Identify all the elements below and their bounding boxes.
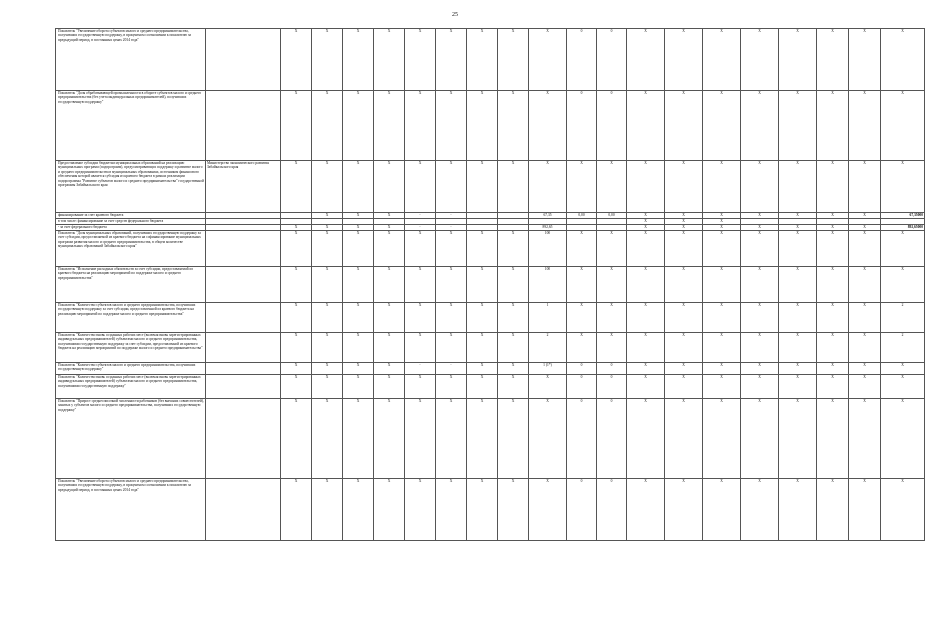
table-cell: X bbox=[703, 399, 741, 479]
table-cell: X bbox=[374, 363, 405, 375]
table-cell: X bbox=[498, 267, 529, 303]
table-cell: X bbox=[405, 231, 436, 267]
table-cell: X bbox=[436, 29, 467, 91]
row-executor bbox=[206, 91, 281, 161]
table-cell: X bbox=[467, 231, 498, 267]
table-cell: X bbox=[779, 399, 817, 479]
table-cell: X bbox=[312, 91, 343, 161]
table-cell: X bbox=[498, 363, 529, 375]
table-cell: X bbox=[627, 479, 665, 541]
table-cell: 1 (1*) bbox=[529, 363, 567, 375]
table-cell: X bbox=[881, 29, 925, 91]
table-cell: X bbox=[343, 91, 374, 161]
table-cell: X bbox=[374, 231, 405, 267]
table-cell: X bbox=[703, 479, 741, 541]
table-cell: X bbox=[741, 333, 779, 363]
table-cell: X bbox=[374, 161, 405, 213]
row-description: Показатель "Количество вновь созданных рабочих мест (включая вновь зарегистрированных индивидуальных предпринимателей) субъектами малого и среднего предпринимательства, получившими государственную поддержку за счет субсидии, предоставленной из краевого бюджета на реализацию мероприятий по поддержке малого и среднего предпринимательства" bbox=[56, 333, 206, 363]
table-cell: X bbox=[467, 363, 498, 375]
table-cell: X bbox=[665, 161, 703, 213]
row-description: Показатель "Количество субъектов малого и среднего предпринимательства, получивших государственную поддержку за счет субсидии, предоставленной из краевого бюджета на реализацию мероприятий по поддержке малого и среднего предпринимательства" bbox=[56, 303, 206, 333]
table-cell: X bbox=[779, 29, 817, 91]
table-cell: X bbox=[597, 161, 627, 213]
table-cell: X bbox=[849, 375, 881, 399]
row-executor bbox=[206, 479, 281, 541]
table-cell: X bbox=[281, 225, 312, 231]
page-number: 25 bbox=[452, 12, 458, 18]
row-description: Показатель "Увеличение оборота субъектов малого и среднего предпринимательства, получивших государственную поддержку, в процентном соотношении к показателю за предыдущий период, в постоянных ценах 2014 года" bbox=[56, 479, 206, 541]
table-cell: X bbox=[467, 29, 498, 91]
table-cell: X bbox=[498, 399, 529, 479]
table-cell: X bbox=[817, 399, 849, 479]
table-cell: X bbox=[817, 333, 849, 363]
table-cell: - bbox=[436, 225, 467, 231]
table-row bbox=[56, 161, 925, 213]
table-cell: X bbox=[312, 303, 343, 333]
table-cell: X bbox=[779, 333, 817, 363]
table-cell: X bbox=[567, 231, 597, 267]
table-cell: X bbox=[703, 213, 741, 219]
table-cell: 0,00 bbox=[597, 213, 627, 219]
table-cell: X bbox=[627, 219, 665, 225]
row-executor bbox=[206, 363, 281, 375]
table-cell: 67,35000 bbox=[881, 213, 925, 219]
table-cell: X bbox=[467, 333, 498, 363]
table-cell: X bbox=[405, 303, 436, 333]
table-cell: X bbox=[741, 91, 779, 161]
table-cell: X bbox=[597, 231, 627, 267]
table-cell: X bbox=[741, 231, 779, 267]
table-cell: 100 bbox=[529, 231, 567, 267]
table-row bbox=[56, 363, 925, 375]
table-cell: X bbox=[597, 267, 627, 303]
table-cell: X bbox=[779, 363, 817, 375]
table-cell: X bbox=[703, 363, 741, 375]
table-row bbox=[56, 399, 925, 479]
table-cell: X bbox=[374, 375, 405, 399]
table-cell: X bbox=[881, 479, 925, 541]
table-cell: X bbox=[467, 91, 498, 161]
table-cell: X bbox=[374, 29, 405, 91]
table-cell: X bbox=[374, 213, 405, 219]
table-cell: X bbox=[312, 29, 343, 91]
row-executor bbox=[206, 399, 281, 479]
table-cell: 2 bbox=[529, 333, 567, 363]
table-cell: X bbox=[849, 91, 881, 161]
table-cell: X bbox=[849, 213, 881, 219]
table-cell: X bbox=[703, 375, 741, 399]
table-cell: X bbox=[374, 303, 405, 333]
table-cell: X bbox=[741, 267, 779, 303]
table-cell: X bbox=[436, 231, 467, 267]
table-cell: X bbox=[849, 479, 881, 541]
table-cell: X bbox=[405, 375, 436, 399]
table-cell: X bbox=[467, 479, 498, 541]
table-cell: X bbox=[343, 213, 374, 219]
table-cell: X bbox=[627, 399, 665, 479]
table-cell: X bbox=[817, 303, 849, 333]
table-cell: X bbox=[817, 29, 849, 91]
table-cell: X bbox=[665, 303, 703, 333]
table-cell: X bbox=[849, 231, 881, 267]
table-cell: 0 bbox=[597, 375, 627, 399]
row-executor bbox=[206, 231, 281, 267]
table-cell: X bbox=[312, 267, 343, 303]
table-cell: 0 bbox=[597, 479, 627, 541]
table-cell: X bbox=[281, 91, 312, 161]
table-cell: X bbox=[627, 213, 665, 219]
table-row bbox=[56, 333, 925, 363]
table-cell: X bbox=[374, 267, 405, 303]
table-cell: X bbox=[498, 479, 529, 541]
table-cell: X bbox=[665, 375, 703, 399]
row-executor: Министерство экономического развития Забайкальского края bbox=[206, 161, 281, 213]
table-cell: X bbox=[703, 91, 741, 161]
row-executor bbox=[206, 303, 281, 333]
table-cell: X bbox=[817, 91, 849, 161]
table-cell: X bbox=[881, 91, 925, 161]
table-cell: X bbox=[627, 161, 665, 213]
table-cell: X bbox=[817, 225, 849, 231]
table-cell: X bbox=[665, 399, 703, 479]
table-cell: X bbox=[627, 333, 665, 363]
table-cell: X bbox=[779, 375, 817, 399]
table-cell: X bbox=[312, 161, 343, 213]
table-cell: X bbox=[779, 161, 817, 213]
table-cell: 0 bbox=[597, 399, 627, 479]
table-cell: 0 bbox=[567, 375, 597, 399]
table-cell: X bbox=[343, 161, 374, 213]
table-cell: 892,65 bbox=[529, 225, 567, 231]
table-cell: X bbox=[703, 225, 741, 231]
table-cell: X bbox=[312, 225, 343, 231]
table-cell: X bbox=[627, 363, 665, 375]
table-cell: X bbox=[817, 161, 849, 213]
table-cell: X bbox=[881, 363, 925, 375]
table-cell: X bbox=[467, 161, 498, 213]
table-cell: X bbox=[817, 479, 849, 541]
row-executor bbox=[206, 267, 281, 303]
table-cell: X bbox=[665, 479, 703, 541]
table-cell: X bbox=[703, 303, 741, 333]
table-cell: X bbox=[741, 375, 779, 399]
table-cell: X bbox=[849, 225, 881, 231]
table-cell: X bbox=[529, 91, 567, 161]
table-row bbox=[56, 375, 925, 399]
table-cell: X bbox=[881, 161, 925, 213]
row-executor bbox=[206, 375, 281, 399]
table-cell: X bbox=[312, 363, 343, 375]
table-cell: X bbox=[436, 333, 467, 363]
table-cell: 0 bbox=[567, 363, 597, 375]
table-cell: X bbox=[281, 29, 312, 91]
table-cell: X bbox=[703, 333, 741, 363]
table-cell: X bbox=[374, 225, 405, 231]
table-cell: X bbox=[665, 231, 703, 267]
table-cell: X bbox=[312, 333, 343, 363]
table-cell: X bbox=[529, 161, 567, 213]
table-cell: 100 bbox=[529, 267, 567, 303]
table-cell: X bbox=[281, 479, 312, 541]
row-description: Показатель "Количество субъектов малого и среднего предпринимательства, получивших государственную поддержку" bbox=[56, 363, 206, 375]
table-cell: X bbox=[741, 213, 779, 219]
table-cell: X bbox=[281, 363, 312, 375]
table-cell: X bbox=[665, 363, 703, 375]
table-cell: X bbox=[436, 479, 467, 541]
table-cell: - bbox=[405, 363, 436, 375]
table-cell: X bbox=[405, 161, 436, 213]
table-cell: X bbox=[529, 399, 567, 479]
table-cell: X bbox=[779, 479, 817, 541]
table-cell: X bbox=[567, 303, 597, 333]
table-cell: X bbox=[665, 267, 703, 303]
row-description: Показатель "Доля обрабатывающей промышленности в обороте субъектов малого и среднего предпринимательства (без учета индивидуальных предпринимателей), получивших государственную поддержку" bbox=[56, 91, 206, 161]
table-cell: X bbox=[849, 267, 881, 303]
table-cell: X bbox=[281, 399, 312, 479]
table-cell: X bbox=[665, 219, 703, 225]
table-cell: X bbox=[343, 225, 374, 231]
table-cell: X bbox=[281, 303, 312, 333]
table-cell: X bbox=[498, 29, 529, 91]
table-cell: X bbox=[312, 399, 343, 479]
table-cell: X bbox=[343, 267, 374, 303]
table-row bbox=[56, 267, 925, 303]
table-cell: X bbox=[498, 303, 529, 333]
table-cell: X bbox=[779, 231, 817, 267]
table-cell: X bbox=[405, 333, 436, 363]
table-cell: - bbox=[405, 225, 436, 231]
table-cell: X bbox=[405, 399, 436, 479]
table-cell: - bbox=[436, 213, 467, 219]
table-cell: X bbox=[436, 161, 467, 213]
table-cell: X bbox=[665, 333, 703, 363]
table-cell: X bbox=[498, 231, 529, 267]
table-cell: X bbox=[567, 267, 597, 303]
table-cell: 0 bbox=[567, 29, 597, 91]
table-cell: 0 bbox=[567, 479, 597, 541]
table-cell: X bbox=[779, 213, 817, 219]
table-cell: X bbox=[779, 225, 817, 231]
table-cell: X bbox=[817, 213, 849, 219]
table-cell: X bbox=[567, 333, 597, 363]
table-cell: X bbox=[343, 29, 374, 91]
table-cell: X bbox=[817, 231, 849, 267]
table-cell: X bbox=[312, 213, 343, 219]
table-cell: 67,35 bbox=[529, 213, 567, 219]
table-cell: X bbox=[374, 91, 405, 161]
table-cell: X bbox=[343, 399, 374, 479]
table-cell: X bbox=[703, 267, 741, 303]
table-cell: X bbox=[498, 333, 529, 363]
table-cell: X bbox=[405, 267, 436, 303]
table-cell: X bbox=[881, 231, 925, 267]
table-cell: X bbox=[597, 303, 627, 333]
table-cell: X bbox=[343, 363, 374, 375]
table-cell: X bbox=[436, 91, 467, 161]
table-cell: 0 bbox=[597, 29, 627, 91]
table-cell: X bbox=[405, 29, 436, 91]
table-cell: X bbox=[498, 91, 529, 161]
program-activities-table bbox=[55, 28, 925, 541]
table-cell: X bbox=[374, 333, 405, 363]
table-cell: X bbox=[436, 267, 467, 303]
table-cell: X bbox=[849, 333, 881, 363]
row-description: - за счет федерального бюджета bbox=[56, 225, 206, 231]
table-cell: X bbox=[529, 479, 567, 541]
table-cell: X bbox=[741, 363, 779, 375]
table-cell: 0 bbox=[597, 363, 627, 375]
table-cell: X bbox=[281, 161, 312, 213]
table-cell: 2 bbox=[881, 333, 925, 363]
table-cell: X bbox=[849, 303, 881, 333]
table-cell: X bbox=[627, 231, 665, 267]
table-cell: X bbox=[529, 375, 567, 399]
table-cell: 0,00 bbox=[567, 213, 597, 219]
table-cell: X bbox=[567, 161, 597, 213]
table-cell: X bbox=[627, 267, 665, 303]
table-row bbox=[56, 479, 925, 541]
table-cell: X bbox=[741, 479, 779, 541]
table-cell: 2 bbox=[881, 303, 925, 333]
table-cell: X bbox=[817, 363, 849, 375]
table-cell: X bbox=[817, 375, 849, 399]
table-cell: X bbox=[741, 303, 779, 333]
table-cell: - bbox=[436, 363, 467, 375]
table-cell: X bbox=[779, 303, 817, 333]
table-cell: X bbox=[849, 399, 881, 479]
table-cell: X bbox=[436, 375, 467, 399]
row-description: Показатель "Исполнение расходных обязательств за счет субсидии, предоставляемой из краевого бюджета на реализацию мероприятий по поддержке малого и среднего предпринимательства" bbox=[56, 267, 206, 303]
table-cell: X bbox=[881, 267, 925, 303]
table-cell: X bbox=[627, 375, 665, 399]
table-cell: X bbox=[467, 375, 498, 399]
table-cell: X bbox=[703, 219, 741, 225]
row-description: финансирование за счет краевого бюджета bbox=[56, 213, 206, 219]
table-cell: X bbox=[741, 225, 779, 231]
table-row bbox=[56, 91, 925, 161]
table-cell: X bbox=[436, 303, 467, 333]
table-cell: X bbox=[627, 225, 665, 231]
table-cell: X bbox=[529, 29, 567, 91]
table-cell: X bbox=[849, 363, 881, 375]
row-executor bbox=[206, 333, 281, 363]
table-cell: X bbox=[881, 375, 925, 399]
table-cell: 0 bbox=[597, 91, 627, 161]
table-cell: X bbox=[343, 333, 374, 363]
table-cell: X bbox=[881, 399, 925, 479]
table-cell: X bbox=[627, 91, 665, 161]
table-cell: X bbox=[498, 375, 529, 399]
table-cell: X bbox=[741, 161, 779, 213]
table-cell: X bbox=[312, 375, 343, 399]
table-row bbox=[56, 303, 925, 333]
table-cell: X bbox=[849, 161, 881, 213]
table-cell: 1 bbox=[529, 303, 567, 333]
row-description: Предоставление субсидии бюджетам муниципальных образований на реализацию муниципальных программ (подпрограмм), предусматривающих поддержку и развитие малого и среднего предпринимательства в муниципальных образованиях, источником финансового обеспечения которой является субсидия из краевого бюджета в рамках реализации подпрограммы "Развитие субъектов малого и среднего предпринимательства" государственной программы Забайкальского края bbox=[56, 161, 206, 213]
row-executor bbox=[206, 29, 281, 91]
table-cell: X bbox=[405, 479, 436, 541]
table-cell: X bbox=[467, 303, 498, 333]
row-description: Показатель "Прирост среднесписочной численности работников (без внешних совместителей), занятых у субъектов малого и среднего предпринимательства, получивших государственную поддержку" bbox=[56, 399, 206, 479]
row-description: Показатель "Доля муниципальных образований, получивших государственную поддержку за счет субсидии, предоставляемой из краевого бюджета на софинансирование муниципальных программ развития малого и среднего предпринимательства, в общем количестве муниципальных образований Забайкальского края" bbox=[56, 231, 206, 267]
table-cell: X bbox=[779, 267, 817, 303]
table-cell: X bbox=[281, 375, 312, 399]
table-cell: - bbox=[405, 213, 436, 219]
table-cell: X bbox=[467, 267, 498, 303]
table-cell: X bbox=[703, 161, 741, 213]
table-cell: X bbox=[436, 399, 467, 479]
table-cell: X bbox=[665, 91, 703, 161]
table-cell: X bbox=[741, 399, 779, 479]
table-cell: 0 bbox=[567, 91, 597, 161]
row-description: Показатель "Количество вновь созданных рабочих мест (включая вновь зарегистрированных индивидуальных предпринимателей) субъектами малого и среднего предпринимательства, получившими государственную поддержку" bbox=[56, 375, 206, 399]
table-cell: X bbox=[374, 479, 405, 541]
table-cell: X bbox=[703, 231, 741, 267]
table-cell: X bbox=[665, 213, 703, 219]
table-cell: X bbox=[312, 479, 343, 541]
table-row bbox=[56, 231, 925, 267]
table-cell: X bbox=[312, 231, 343, 267]
table-cell: X bbox=[817, 267, 849, 303]
table-cell: X bbox=[665, 225, 703, 231]
table-cell: X bbox=[741, 29, 779, 91]
table-cell: X bbox=[849, 29, 881, 91]
table-cell: X bbox=[467, 399, 498, 479]
table-cell: X bbox=[405, 91, 436, 161]
row-description: в том числе: финансирование за счет средств федерального бюджета bbox=[56, 219, 206, 225]
table-cell: X bbox=[597, 333, 627, 363]
table-cell: X bbox=[343, 479, 374, 541]
table-cell: X bbox=[498, 161, 529, 213]
table-cell: X bbox=[343, 231, 374, 267]
table-cell: X bbox=[665, 29, 703, 91]
table-cell: X bbox=[281, 231, 312, 267]
table-cell: X bbox=[627, 303, 665, 333]
table-cell: X bbox=[779, 91, 817, 161]
row-description: Показатель "Увеличение оборота субъектов малого и среднего предпринимательства, получивших государственную поддержку, в процентном соотношении к показателю за предыдущий период, в постоянных ценах 2014 года" bbox=[56, 29, 206, 91]
table-cell: X bbox=[281, 267, 312, 303]
table-row bbox=[56, 29, 925, 91]
table-cell: X bbox=[374, 399, 405, 479]
table-cell: X bbox=[343, 303, 374, 333]
table-cell: X bbox=[627, 29, 665, 91]
table-cell: 892,65000 bbox=[881, 225, 925, 231]
table-cell: X bbox=[343, 375, 374, 399]
table-cell: 0 bbox=[567, 399, 597, 479]
table-cell: X bbox=[703, 29, 741, 91]
table-cell: X bbox=[281, 333, 312, 363]
